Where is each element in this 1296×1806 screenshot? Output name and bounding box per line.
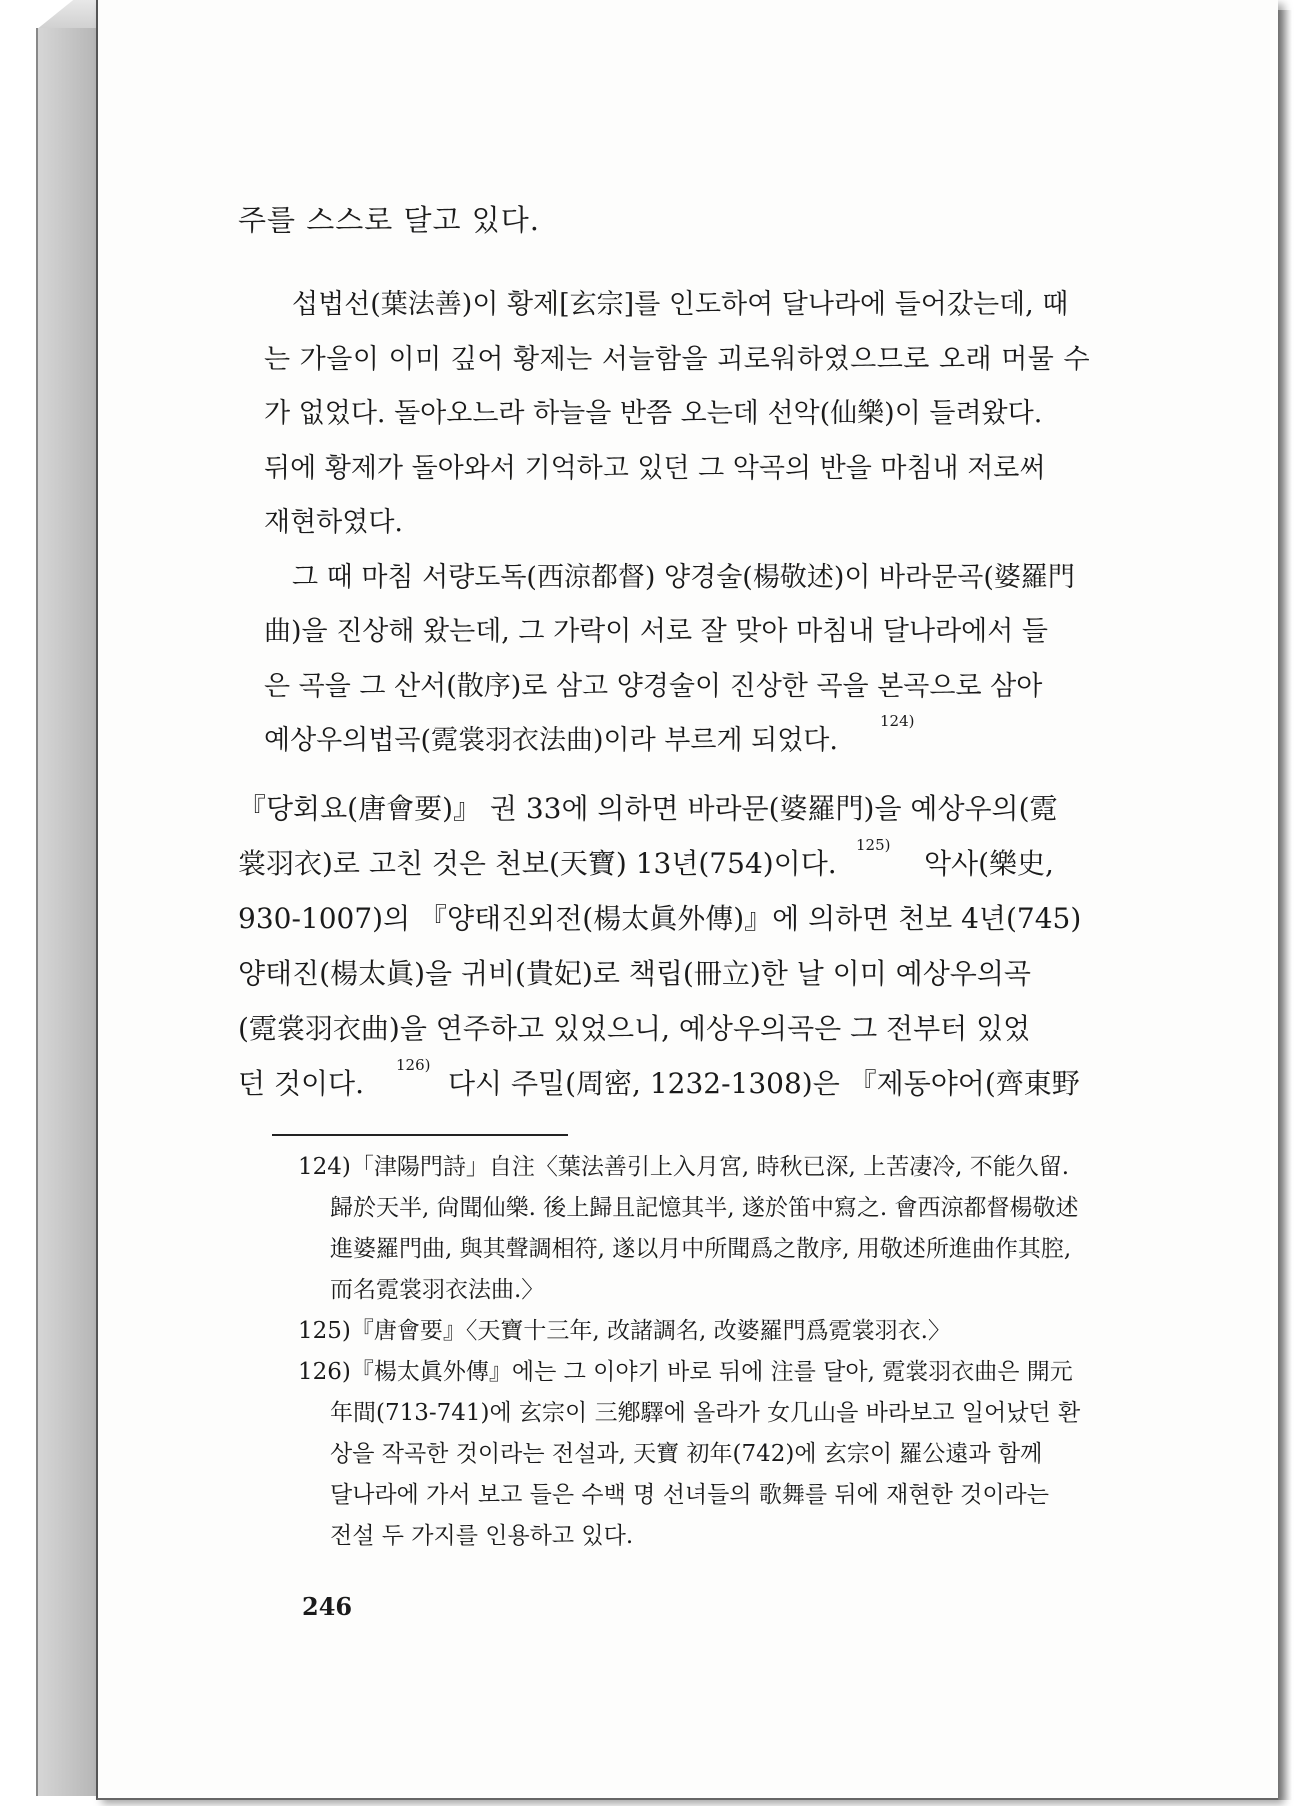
body-line: 裳羽衣)로 고친 것은 천보(天寶) 13년(754)이다. <box>238 847 837 880</box>
quote-line: 은 곡을 그 산서(散序)로 삼고 양경술이 진상한 곡을 본곡으로 삼아 <box>264 671 1043 702</box>
footnote-line: 歸於天半, 尙聞仙樂. 後上歸且記憶其半, 遂於笛中寫之. 會西涼都督楊敬述 <box>330 1195 1079 1221</box>
quote-line: 그 때 마침 서량도독(西涼都督) 양경술(楊敬述)이 바라문곡(婆羅門 <box>292 562 1075 593</box>
body-line: 양태진(楊太眞)을 귀비(貴妃)로 책립(冊立)한 날 이미 예상우의곡 <box>238 957 1031 990</box>
quote-line: 는 가을이 이미 깊어 황제는 서늘함을 괴로워하였으므로 오래 머물 수 <box>264 344 1091 375</box>
quote-line: 예상우의법곡(霓裳羽衣法曲)이라 부르게 되었다. <box>264 725 838 756</box>
body-line: 악사(樂史, <box>924 847 1054 880</box>
body-line: 다시 주밀(周密, 1232-1308)은 『제동야어(齊東野 <box>448 1067 1080 1100</box>
footnote-line: 年間(713-741)에 玄宗이 三鄕驛에 올라가 女几山을 바라보고 일어났던 환 <box>330 1400 1081 1426</box>
quote-line: 뒤에 황제가 돌아와서 기억하고 있던 그 악곡의 반을 마침내 저로써 <box>264 453 1046 484</box>
body-line: 『당회요(唐會要)』 권 33에 의하면 바라문(婆羅門)을 예상우의(霓 <box>238 792 1058 825</box>
footnote-line: 전설 두 가지를 인용하고 있다. <box>330 1523 634 1549</box>
quote-line: 가 없었다. 돌아오느라 하늘을 반쯤 오는데 선악(仙樂)이 들려왔다. <box>264 398 1043 429</box>
quote-line: 曲)을 진상해 왔는데, 그 가락이 서로 잘 맞아 마침내 달나라에서 들 <box>264 616 1048 647</box>
book-top-edge <box>36 0 98 30</box>
footnote-line: 125)『唐會要』〈天寶十三年, 改諸調名, 改婆羅門爲霓裳羽衣.〉 <box>298 1318 951 1344</box>
footnote-ref: 126) <box>396 1056 431 1074</box>
footnote-line: 進婆羅門曲, 與其聲調相符, 遂以月中所聞爲之散序, 用敬述所進曲作其腔, <box>330 1236 1072 1262</box>
quote-line: 섭법선(葉法善)이 황제[玄宗]를 인도하여 달나라에 들어갔는데, 때 <box>292 289 1069 320</box>
body-line: (霓裳羽衣曲)을 연주하고 있었으니, 예상우의곡은 그 전부터 있었 <box>238 1012 1031 1045</box>
page-shadow <box>1278 10 1292 1800</box>
page-number: 246 <box>302 1592 353 1621</box>
footnote-ref: 124) <box>880 712 915 730</box>
body-line: 930-1007)의 『양태진외전(楊太眞外傳)』에 의하면 천보 4년(745) <box>238 902 1082 935</box>
footnote-line: 126)『楊太眞外傳』에는 그 이야기 바로 뒤에 注를 달아, 霓裳羽衣曲은 開元 <box>298 1359 1073 1385</box>
footnote-line: 而名霓裳羽衣法曲.〉 <box>330 1277 545 1303</box>
footnote-ref: 125) <box>856 836 891 854</box>
footnote-line: 상을 작곡한 것이라는 전설과, 天寶 初年(742)에 玄宗이 羅公遠과 함께 <box>330 1441 1043 1467</box>
footnote-line: 124)「津陽門詩」自注〈葉法善引上入月宮, 時秋已深, 上苦凄冷, 不能久留. <box>298 1154 1070 1180</box>
body-line: 던 것이다. <box>238 1067 364 1100</box>
book-page <box>96 0 1278 1800</box>
quote-line: 재현하였다. <box>264 507 403 538</box>
intro-line: 주를 스스로 달고 있다. <box>238 203 540 237</box>
book-spine-edge <box>36 28 98 1796</box>
footnote-divider <box>272 1134 568 1136</box>
footnote-line: 달나라에 가서 보고 들은 수백 명 선녀들의 歌舞를 뒤에 재현한 것이라는 <box>330 1482 1049 1508</box>
